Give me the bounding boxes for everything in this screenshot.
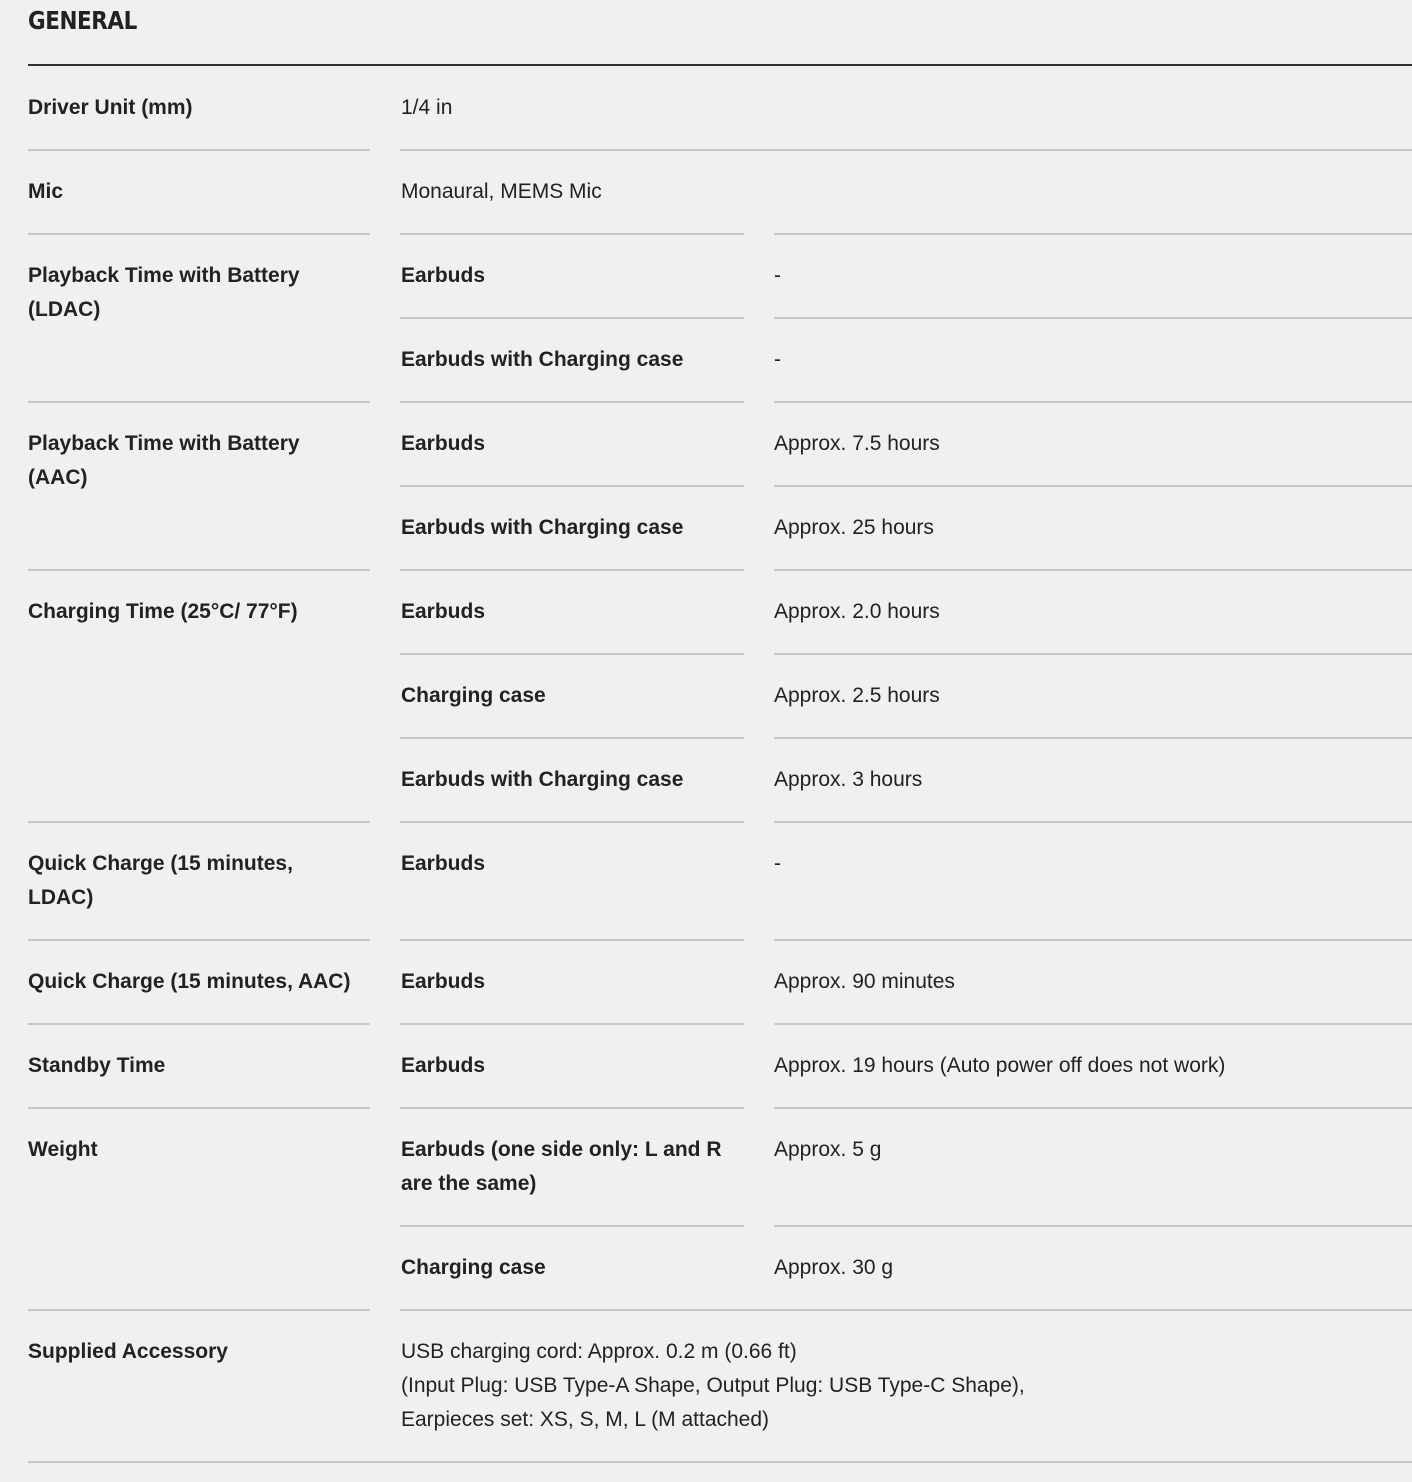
spec-value: Approx. 5 g	[774, 1138, 882, 1161]
spec-label-playback-ldac-line2: (LDAC)	[28, 298, 101, 321]
spec-value-line2: (Input Plug: USB Type-A Shape, Output Plug: USB Type-C Shape),	[401, 1374, 1025, 1397]
row-divider	[774, 1225, 1412, 1227]
spec-sublabel: Earbuds with Charging case	[401, 516, 684, 539]
row-divider	[400, 1107, 744, 1109]
row-divider	[28, 821, 370, 823]
spec-sublabel: Earbuds	[401, 600, 486, 623]
spec-label-mic: Mic	[28, 180, 64, 203]
row-divider	[28, 149, 370, 151]
spec-value-mic: Monaural, MEMS Mic	[401, 180, 602, 203]
spec-value: -	[774, 852, 781, 875]
spec-label-weight: Weight	[28, 1138, 98, 1161]
row-divider	[400, 401, 744, 403]
spec-label-charging-time: Charging Time (25°C/ 77°F)	[28, 600, 298, 623]
spec-sublabel: Earbuds with Charging case	[401, 348, 684, 371]
row-divider	[400, 569, 744, 571]
row-divider	[28, 1023, 370, 1025]
spec-value: Approx. 2.5 hours	[774, 684, 940, 707]
spec-label-playback-aac-line2: (AAC)	[28, 466, 88, 489]
row-divider	[774, 1107, 1412, 1109]
row-divider	[28, 1309, 370, 1311]
row-divider	[774, 569, 1412, 571]
row-divider	[400, 821, 744, 823]
row-divider	[400, 485, 744, 487]
spec-sublabel: Charging case	[401, 684, 546, 707]
spec-sublabel: Earbuds	[401, 970, 486, 993]
spec-value: -	[774, 264, 781, 287]
section-title: GENERAL	[28, 6, 137, 35]
spec-sublabel-line2: are the same)	[401, 1172, 537, 1195]
spec-value: Approx. 2.0 hours	[774, 600, 940, 623]
row-divider	[28, 569, 370, 571]
section-title-rule	[28, 64, 1412, 66]
spec-value: Approx. 3 hours	[774, 768, 923, 791]
spec-sublabel: Earbuds	[401, 264, 486, 287]
spec-label-standby-time: Standby Time	[28, 1054, 166, 1077]
spec-value-line1: USB charging cord: Approx. 0.2 m (0.66 ft)	[401, 1340, 797, 1363]
row-divider	[400, 737, 744, 739]
row-divider	[400, 653, 744, 655]
row-divider	[774, 1023, 1412, 1025]
spec-sublabel: Earbuds with Charging case	[401, 768, 684, 791]
row-divider	[774, 317, 1412, 319]
row-divider	[774, 939, 1412, 941]
row-divider	[400, 233, 744, 235]
spec-value-line3: Earpieces set: XS, S, M, L (M attached)	[401, 1408, 770, 1431]
row-divider	[28, 1107, 370, 1109]
spec-sublabel: Earbuds	[401, 432, 486, 455]
spec-sublabel: Earbuds	[401, 852, 486, 875]
spec-label-playback-ldac-line1: Playback Time with Battery	[28, 264, 300, 287]
spec-sublabel: Charging case	[401, 1256, 546, 1279]
spec-value: -	[774, 348, 781, 371]
spec-value: Approx. 30 g	[774, 1256, 894, 1279]
spec-label-quick-charge-ldac-line1: Quick Charge (15 minutes,	[28, 852, 293, 875]
row-divider	[28, 939, 370, 941]
row-divider	[774, 653, 1412, 655]
spec-value: Approx. 7.5 hours	[774, 432, 940, 455]
row-divider	[400, 1023, 744, 1025]
row-divider	[774, 485, 1412, 487]
row-divider	[28, 1461, 1412, 1463]
row-divider	[400, 1225, 744, 1227]
spec-sublabel: Earbuds	[401, 1054, 486, 1077]
spec-label-quick-charge-aac: Quick Charge (15 minutes, AAC)	[28, 970, 351, 993]
row-divider	[774, 821, 1412, 823]
row-divider	[400, 1309, 1412, 1311]
spec-sublabel-line1: Earbuds (one side only: L and R	[401, 1138, 722, 1161]
spec-value: Approx. 25 hours	[774, 516, 934, 539]
row-divider	[774, 233, 1412, 235]
row-divider	[774, 401, 1412, 403]
row-divider	[400, 149, 1412, 151]
spec-label-playback-aac-line1: Playback Time with Battery	[28, 432, 300, 455]
spec-value: Approx. 19 hours (Auto power off does not work)	[774, 1054, 1226, 1077]
row-divider	[28, 401, 370, 403]
spec-label-driver-unit: Driver Unit (mm)	[28, 96, 193, 119]
spec-label-quick-charge-ldac-line2: LDAC)	[28, 886, 94, 909]
row-divider	[28, 233, 370, 235]
spec-label-supplied-accessory: Supplied Accessory	[28, 1340, 228, 1363]
spec-value-driver-unit: 1/4 in	[401, 96, 453, 119]
row-divider	[400, 939, 744, 941]
spec-value: Approx. 90 minutes	[774, 970, 955, 993]
row-divider	[400, 317, 744, 319]
row-divider	[774, 737, 1412, 739]
